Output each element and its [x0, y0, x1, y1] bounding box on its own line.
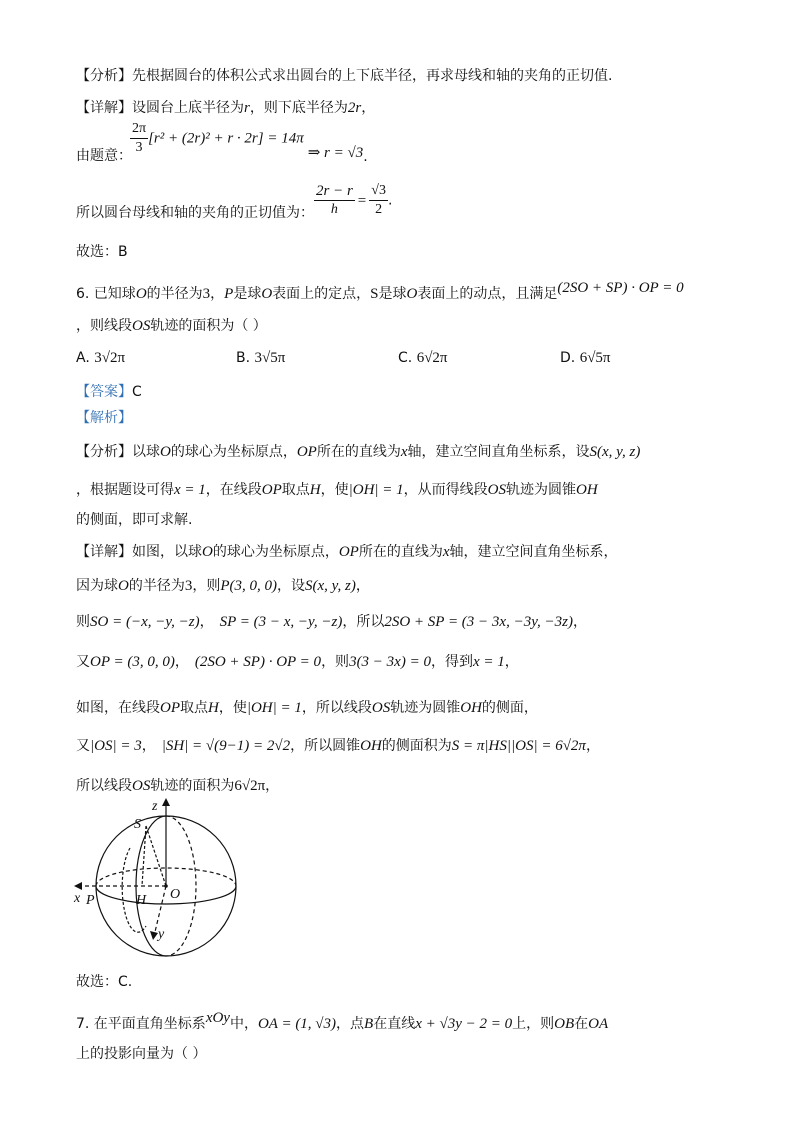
q6-detail-3: 则SO = (−x, −y, −z)， SP = (3 − x, −y, −z)，所以2SO + SP = (3 − 3x, −3y, −3z)， [76, 614, 587, 630]
label-x: x [74, 891, 81, 906]
label-z: z [152, 799, 158, 814]
q6-answer: 【答案】C [76, 384, 142, 400]
z-arrow-icon [162, 798, 170, 806]
equator-front [96, 886, 236, 904]
q6-option-d: D. 6√5π [560, 350, 611, 366]
x-arrow-icon [74, 882, 82, 890]
q6-analysis-2: ，根据题设可得x = 1，在线段OP取点H，使|OH| = 1，从而得线段OS轨迹为圆锥OH [76, 482, 598, 498]
q6-detail-5: 如图，在线段OP取点H，使|OH| = 1，所以线段OS轨迹为圆锥OH的侧面， [76, 700, 538, 716]
q6-detail-6: 又|OS| = 3， |SH| = √(9−1) = 2√2，所以圆锥OH的侧面积为S = π|HS||OS| = 6√2π， [76, 738, 600, 754]
q5-analysis: 【分析】先根据圆台的体积公式求出圆台的上下底半径，再求母线和轴的夹角的正切值. [76, 68, 613, 84]
q5-answer: 故选：B [76, 244, 128, 260]
q6-option-c: C. 6√2π [398, 350, 448, 366]
point-o [164, 884, 168, 888]
label-o: O [170, 887, 181, 902]
q6-detail-1: 【详解】如图，以球O的球心为坐标原点，OP所在的直线为x轴，建立空间直角坐标系， [76, 544, 618, 560]
q6-analysis-3: 的侧面，即可求解. [76, 512, 193, 528]
q6-final-answer: 故选：C. [76, 974, 133, 990]
label-h: H [136, 893, 147, 908]
label-p: P [86, 893, 95, 908]
meridian-back [166, 816, 196, 956]
q6-detail-2: 因为球O的半径为3，则P(3, 0, 0)，设S(x, y, z)， [76, 578, 370, 594]
q5-tan: 所以圆台母线和轴的夹角的正切值为： $\frac{2r - r}{h}$ = $\frac{√3}{2}$ . [76, 183, 393, 221]
q5-condition: 由题意： $\frac{2\pi}{3}$ [r² + (2r)² + r · 2r] = 14π⇒ r = √3. [76, 121, 368, 165]
q7-stem-line2: 上的投影向量为（ ） [76, 1046, 207, 1062]
q6-analysis-1: 【分析】以球O的球心为坐标原点，OP所在的直线为x轴，建立空间直角坐标系，设S(x, y, z) [76, 444, 641, 460]
q6-option-a: A. 3√2π [76, 350, 126, 366]
q5-detail: 【详解】设圆台上底半径为r，则下底半径为2r， [76, 100, 376, 116]
q6-stem-line1: 6. 已知球O的半径为3，P是球O表面上的定点，S是球O表面上的动点，且满足(2SO + SP) · OP = 0 [76, 280, 684, 302]
q6-detail-4: 又OP = (3, 0, 0)， (2SO + SP) · OP = 0，则3(3 − 3x) = 0，得到x = 1， [76, 654, 519, 670]
q6-detail-7: 所以线段OS轨迹的面积为6√2π， [76, 778, 280, 794]
label-y: y [158, 927, 165, 942]
segment-os [146, 826, 166, 886]
cone-arc [122, 848, 146, 932]
q6-jiexi: 【解析】 [76, 410, 132, 426]
q6-stem-line2: ，则线段OS轨迹的面积为（ ） [76, 318, 267, 334]
label-s: S [134, 817, 141, 832]
sphere-figure [70, 798, 250, 968]
q7-stem-line1: 7. 在平面直角坐标系xOy中，OA = (1, √3)，点B在直线x + √3y − 2 = 0上，则OB在OA [76, 1010, 609, 1032]
y-arrow-icon [150, 931, 158, 940]
q6-option-b: B. 3√5π [236, 350, 286, 366]
